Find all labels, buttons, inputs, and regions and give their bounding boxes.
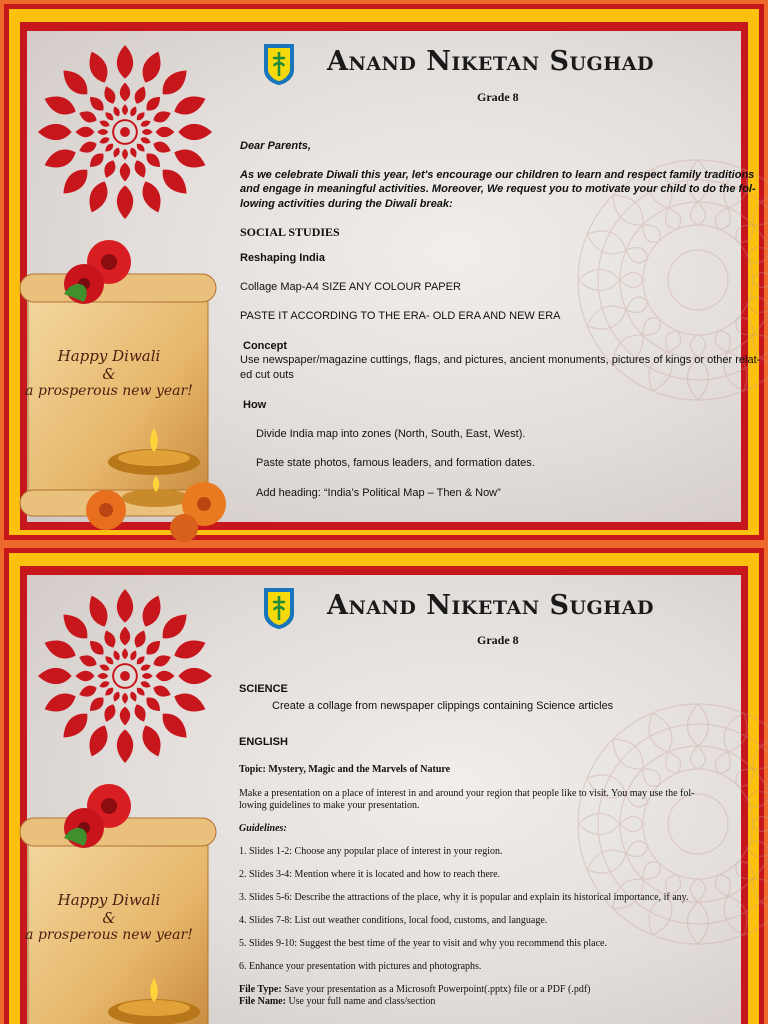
salutation: Dear Parents, (240, 140, 311, 152)
guidelines-heading: Guidelines: (239, 823, 287, 834)
file-name-value: Use your full name and class/section (285, 996, 436, 1007)
science-task: Create a collage from newspaper clippings containing Science articles (272, 700, 614, 712)
file-name-label: File Name: (239, 996, 286, 1007)
concept-heading: Concept (243, 340, 287, 352)
concept-line-2: ed cut outs (240, 369, 294, 381)
greeting-line-1: Happy Diwali (57, 347, 161, 365)
material-line: Collage Map-A4 SIZE ANY COLOUR PAPER (240, 281, 461, 293)
section-title-social-studies: SOCIAL STUDIES (240, 225, 340, 239)
how-heading: How (243, 399, 267, 411)
greeting-line-2: & (102, 909, 116, 927)
file-type-value: Save your presentation as a Microsoft Powerpoint(.pptx) file or a PDF (.pdf) (281, 984, 591, 995)
red-mandala-icon (36, 587, 214, 765)
guideline-6: 6. Enhance your presentation with pictures and photographs. (239, 961, 482, 972)
english-intro-line-1: Make a presentation on a place of interest in and around your region that people like to visit. You may use the fol- (239, 788, 695, 799)
grade-label: Grade 8 (477, 633, 519, 647)
file-type-label: File Type: (239, 984, 282, 995)
concept-line-1: Use newspaper/magazine cuttings, flags, and pictures, ancient monuments, pictures of kings or other relat- (240, 354, 761, 366)
greeting-line-3: a prosperous new year! (25, 927, 193, 943)
intro-line-1: As we celebrate Diwali this year, let's encourage our children to learn and respect family traditions (240, 169, 755, 181)
science-heading: SCIENCE (239, 683, 288, 695)
grade-label: Grade 8 (477, 90, 519, 104)
diwali-greeting (14, 347, 204, 399)
school-name: Anand Niketan Sughad (327, 590, 654, 621)
guideline-2: 2. Slides 3-4: Mention where it is located and how to reach there. (239, 869, 501, 880)
instruction-line: PASTE IT ACCORDING TO THE ERA- OLD ERA AND NEW ERA (240, 310, 561, 322)
file-type-line (239, 984, 591, 996)
red-mandala-icon (36, 43, 214, 221)
school-logo-icon (262, 42, 296, 86)
school-logo-icon (262, 586, 296, 630)
project-title: Reshaping India (240, 252, 325, 264)
how-step-2: Paste state photos, famous leaders, and formation dates. (256, 457, 535, 469)
background-mandala-icon (568, 694, 768, 954)
how-step-1: Divide India map into zones (North, South, East, West). (256, 428, 526, 440)
guideline-4: 4. Slides 7-8: List out weather conditions, local food, customs, and language. (239, 915, 548, 926)
file-name-line (239, 996, 435, 1008)
greeting-line-2: & (102, 365, 116, 383)
guideline-3: 3. Slides 5-6: Describe the attractions of the place, why it is popular and explain its historical importance, if any. (239, 892, 689, 903)
school-name: Anand Niketan Sughad (327, 46, 654, 77)
greeting-line-3: a prosperous new year! (25, 383, 193, 399)
guideline-5: 5. Slides 9-10: Suggest the best time of the year to visit and why you recommend this place. (239, 938, 607, 949)
how-step-3: Add heading: “India’s Political Map – Then & Now” (256, 487, 501, 499)
greeting-line-1: Happy Diwali (57, 891, 161, 909)
flyer-page-2 (0, 544, 768, 1024)
english-intro-line-2: lowing guidelines to make your presentation. (239, 800, 420, 811)
intro-line-3: lowing activities during the Diwali break: (240, 198, 453, 210)
english-heading: ENGLISH (239, 736, 288, 748)
guideline-1: 1. Slides 1-2: Choose any popular place of interest in your region. (239, 846, 503, 857)
intro-line-2: and engage in meaningful activities. Moreover, We request you to motivate your child to do the fol- (240, 183, 756, 195)
diwali-greeting (14, 891, 204, 943)
topic-label: Topic: Mystery, Magic and the Marvels of Nature (239, 764, 451, 775)
